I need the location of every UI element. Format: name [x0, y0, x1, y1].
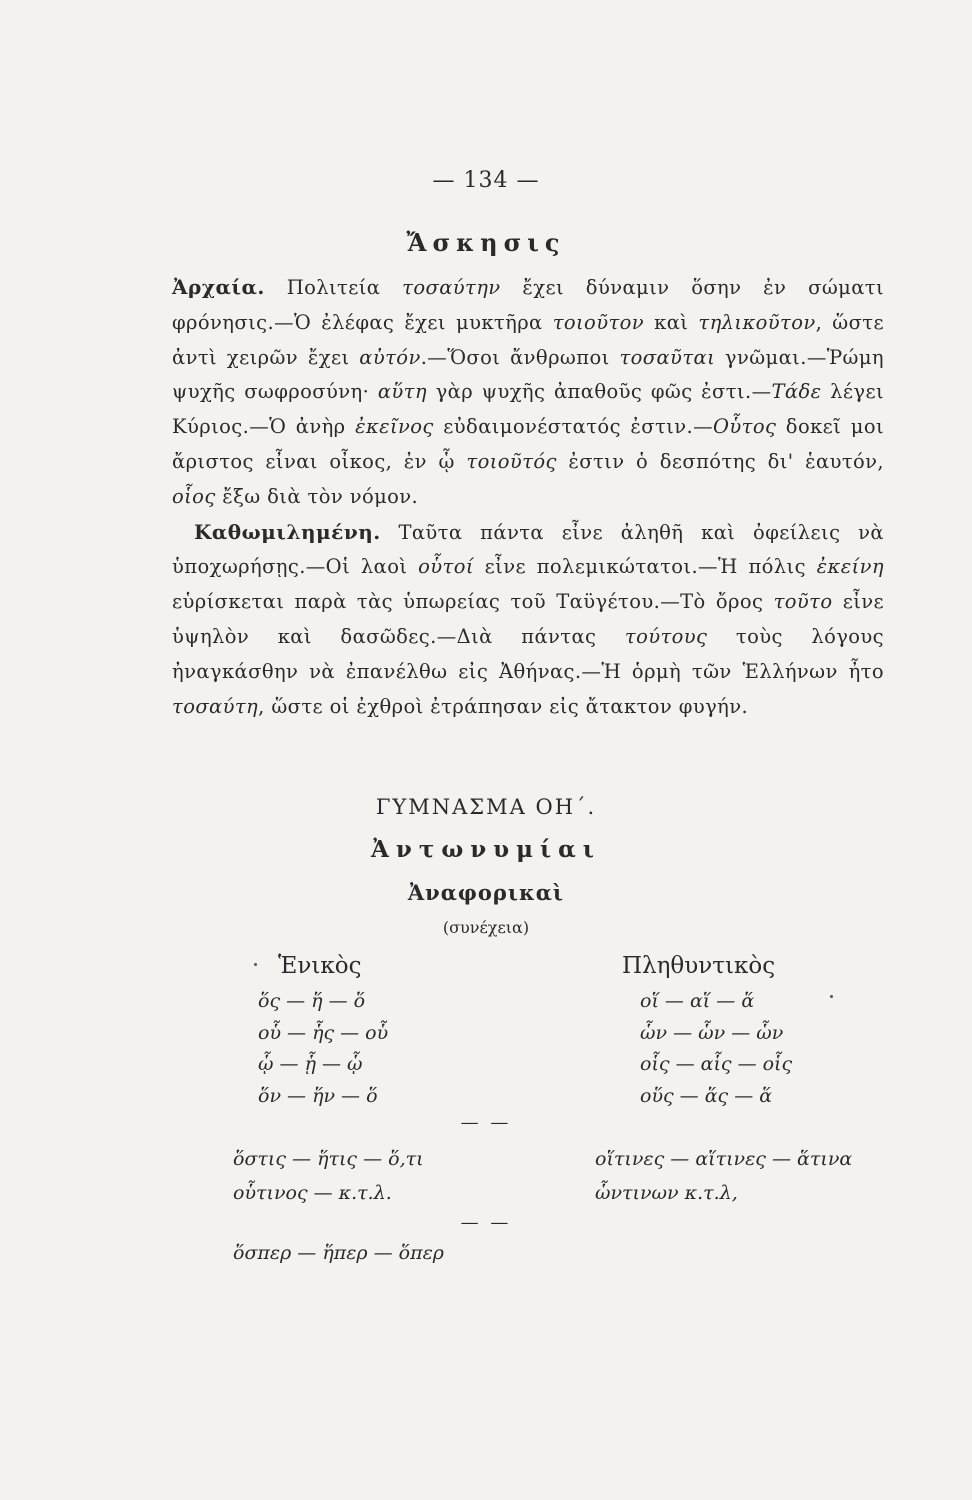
paragraph-archaia — [172, 270, 884, 515]
singular-column-header: Ἑνικὸς — [278, 953, 362, 979]
form-row: οὗτινος — κ.τ.λ. — [233, 1182, 392, 1204]
text-run: ἔξω διὰ τὸν νόμον. — [215, 484, 419, 508]
form-row: οἵτινες — αἵτινες — ἅτινα — [595, 1148, 853, 1170]
text-run: ἐστιν ὁ δεσπότης δι' ἑαυτόν, — [556, 449, 885, 473]
form-row: οἷς — αἷς — οἷς — [640, 1053, 793, 1075]
separator: — — — [460, 1112, 512, 1133]
pronoun-emphasis: τοσαῦται — [619, 345, 716, 369]
text-run: γνῶμαι.—Ῥώμη ψυχῆς σωφροσύνη· — [172, 345, 884, 404]
paper-speck — [830, 995, 833, 998]
pronoun-emphasis: τοσαύτη — [172, 694, 259, 718]
pronoun-emphasis: τοιοῦτον — [552, 310, 645, 334]
page-number: — 134 — — [432, 168, 540, 193]
paragraph-body — [172, 276, 884, 508]
form-row: ὅν — ἥν — ὅ — [258, 1084, 378, 1107]
plural-forms — [640, 986, 792, 1112]
text-run: , ὥστε ἀντὶ χειρῶν ἔχει — [172, 310, 884, 369]
pronoun-emphasis: τούτους — [624, 624, 708, 648]
section-heading-antonymiai: Ἀντωνυμίαι — [371, 836, 601, 863]
singular-forms — [258, 986, 388, 1112]
text-run: , ὥστε οἱ ἐχθροὶ ἐτράπησαν εἰς ἄτακτον φυγήν. — [258, 694, 749, 718]
form-row: ᾧ — ᾗ — ᾧ — [258, 1053, 363, 1075]
text-run: λέγει Κύριος.—Ὁ ἀνὴρ — [172, 380, 884, 439]
pronoun-emphasis: τοσαύτην — [402, 276, 501, 299]
form-row: ὅστις — ἥτις — ὅ,τι — [233, 1148, 424, 1170]
text-run: δοκεῖ μοι ἄριστος εἶναι οἶκος, ἐν ᾧ — [172, 415, 885, 473]
pronoun-emphasis: αὐτόν — [359, 345, 421, 369]
form-row: οὕς — ἅς — ἅ — [640, 1084, 773, 1107]
text-run: γὰρ ψυχῆς ἀπαθοῦς φῶς ἐστι.— — [426, 380, 772, 404]
plural-forms-oitines — [595, 1142, 852, 1210]
paragraph-lead: Ἀρχαία. — [172, 275, 265, 299]
paragraph-lead: Καθωμιλημένη. — [194, 519, 381, 544]
text-run: εἶνε πολεμικώτατοι.—Ἡ πόλις — [473, 555, 817, 579]
pronoun-emphasis: Οὗτος — [712, 415, 777, 439]
pronoun-emphasis: ἐκείνη — [816, 555, 884, 579]
exercise-text — [172, 270, 884, 724]
text-run: .—Ὅσοι ἄνθρωποι — [420, 345, 620, 369]
text-run: εὑρίσκεται παρὰ τὰς ὑπωρείας τοῦ Ταϋγέτου.—Τὸ ὄρος — [172, 590, 774, 614]
pronoun-emphasis: τοῦτο — [773, 590, 833, 614]
text-run: Πολιτεία — [264, 276, 403, 299]
form-row: ὧντινων κ.τ.λ, — [595, 1182, 738, 1204]
paper-speck — [254, 963, 257, 966]
exercise-title: ΓΥΜΝΑΣΜΑ ΟΗ΄. — [375, 795, 597, 819]
form-row: οὗ — ἧς — οὗ — [258, 1021, 389, 1044]
text-run: τοὺς λόγους ἠναγκάσθην νὰ ἐπανέλθω εἰς Ἀθήνας.—Ἡ ὁρμὴ τῶν Ἑλλήνων ἦτο — [172, 624, 884, 683]
form-row: ὅσπερ — ἥπερ — ὅπερ — [233, 1242, 444, 1264]
form-row: ὧν — ὧν — ὧν — [640, 1021, 784, 1044]
form-row: οἵ — αἵ — ἅ — [640, 990, 755, 1012]
separator: — — — [460, 1212, 512, 1233]
pronoun-emphasis: τηλικοῦτον — [698, 310, 816, 334]
pronoun-emphasis: αὕτη — [377, 380, 427, 404]
paragraph-body — [172, 521, 884, 718]
pronoun-emphasis: τοιοῦτός — [466, 449, 557, 473]
form-row: ὅς — ἥ — ὅ — [258, 990, 366, 1012]
singular-forms-ostis — [233, 1142, 424, 1210]
pronoun-emphasis: οἷος — [172, 484, 216, 508]
pronoun-emphasis: Τάδε — [771, 380, 822, 404]
text-run: εὐδαιμονέστατός ἐστιν.— — [433, 415, 713, 439]
continuation-note: (συνέχεια) — [442, 918, 530, 937]
pronoun-emphasis: οὗτοί — [418, 555, 474, 579]
pronoun-emphasis: ἐκεῖνος — [355, 415, 434, 439]
section-subheading-anaforikai: Ἀναφορικαὶ — [407, 880, 565, 905]
plural-column-header: Πληθυντικὸς — [622, 953, 776, 979]
text-run: καὶ — [644, 310, 699, 334]
paragraph-kathomilimeni — [172, 515, 884, 725]
text-run: εἶνε ὑψηλὸν καὶ δασῶδες.—Διὰ πάντας — [172, 590, 884, 648]
section-heading-askisis: Ἄσκησις — [406, 228, 566, 257]
text-run: Ταῦτα πάντα εἶνε ἀληθῆ καὶ ὀφείλεις νὰ ὑποχωρήσῃς.—Οἱ λαοὶ — [172, 520, 884, 579]
forms-osper — [233, 1238, 444, 1270]
text-run: ἔχει δύναμιν ὅσην ἐν σώματι φρόνησις.—Ὁ ἐλέφας ἔχει μυκτῆρα — [172, 276, 884, 334]
